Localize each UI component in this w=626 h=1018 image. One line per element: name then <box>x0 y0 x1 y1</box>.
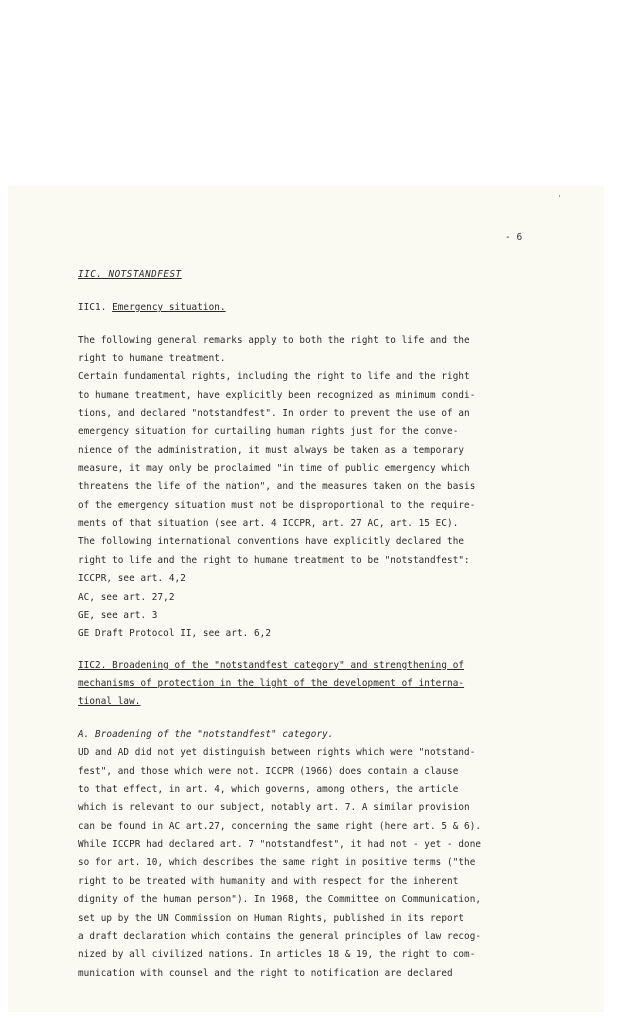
text-line: The following general remarks apply to both the right to life and the <box>78 334 470 346</box>
iic2-paragraphs <box>78 744 498 982</box>
text-line: UD and AD did not yet distinguish between rights which were "notstand- <box>78 747 476 759</box>
text-line: dignity of the human person"). In 1968, the Committee on Communication, <box>78 894 482 906</box>
text-line: right to life and the right to humane treatment to be "notstandfest": <box>78 554 470 566</box>
subsection-number: IIC1. <box>78 301 113 313</box>
text-line: GE Draft Protocol II, see art. 6,2 <box>78 628 272 640</box>
document-body <box>78 266 498 983</box>
section-title: IIC. NOTSTANDFEST <box>78 269 182 280</box>
margin-mark: ' <box>557 194 562 203</box>
text-line: Certain fundamental rights, including the right to life and the right <box>78 371 470 383</box>
subsection-heading-iic1 <box>78 299 498 317</box>
text-line: measure, it may only be proclaimed "in time of public emergency which <box>78 463 470 475</box>
text-line: to humane treatment, have explicitly been recognized as minimum condi- <box>78 389 476 401</box>
text-line: GE, see art. 3 <box>78 609 158 621</box>
text-line: right to humane treatment. <box>78 353 226 365</box>
page-number: - 6 <box>505 232 523 243</box>
subsection-heading-iic2 <box>78 657 498 712</box>
text-line: munication with counsel and the right to notification are declared <box>78 967 453 979</box>
text-line: AC, see art. 27,2 <box>78 591 175 603</box>
iic1-paragraphs <box>78 332 498 644</box>
text-line: The following international conventions have explicitly declared the <box>78 536 465 548</box>
text-line: can be found in AC art.27, concerning the same right (here art. 5 & 6). <box>78 820 482 832</box>
subsection-a-title: A. Broadening of the "notstandfest" category. <box>78 729 334 741</box>
text-line: set up by the UN Commission on Human Rights, published in its report <box>78 912 465 924</box>
text-line: fest", and those which were not. ICCPR (1966) does contain a clause <box>78 765 459 777</box>
text-line: threatens the life of the nation", and the measures taken on the basis <box>78 481 476 493</box>
text-line: nized by all civilized nations. In articles 18 & 19, the right to com- <box>78 949 476 961</box>
text-line: emergency situation for curtailing human rights just for the conve- <box>78 426 459 438</box>
text-line: right to be treated with humanity and with respect for the inherent <box>78 875 459 887</box>
text-line: to that effect, in art. 4, which governs, among others, the article <box>78 784 459 796</box>
text-line: which is relevant to our subject, notably art. 7. A similar provision <box>78 802 470 814</box>
text-line: a draft declaration which contains the general principles of law recog- <box>78 930 482 942</box>
text-line: so for art. 10, which describes the same right in positive terms ("the <box>78 857 476 869</box>
text-line: ments of that situation (see art. 4 ICCPR, art. 27 AC, art. 15 EC). <box>78 518 459 530</box>
text-line: While ICCPR had declared art. 7 "notstandfest", it had not - yet - done <box>78 839 482 851</box>
text-line: ICCPR, see art. 4,2 <box>78 573 186 585</box>
text-line: mechanisms of protection in the light of the development of interna- <box>78 677 465 689</box>
text-line: of the emergency situation must not be disproportional to the require- <box>78 499 476 511</box>
text-line: tions, and declared "notstandfest". In order to prevent the use of an <box>78 408 470 420</box>
text-line: IIC2. Broadening of the "notstandfest category" and strengthening of <box>78 659 465 671</box>
subsection-title: Emergency situation. <box>112 301 226 313</box>
text-line: tional law. <box>78 696 141 708</box>
text-line: nience of the administration, it must always be taken as a temporary <box>78 444 465 456</box>
